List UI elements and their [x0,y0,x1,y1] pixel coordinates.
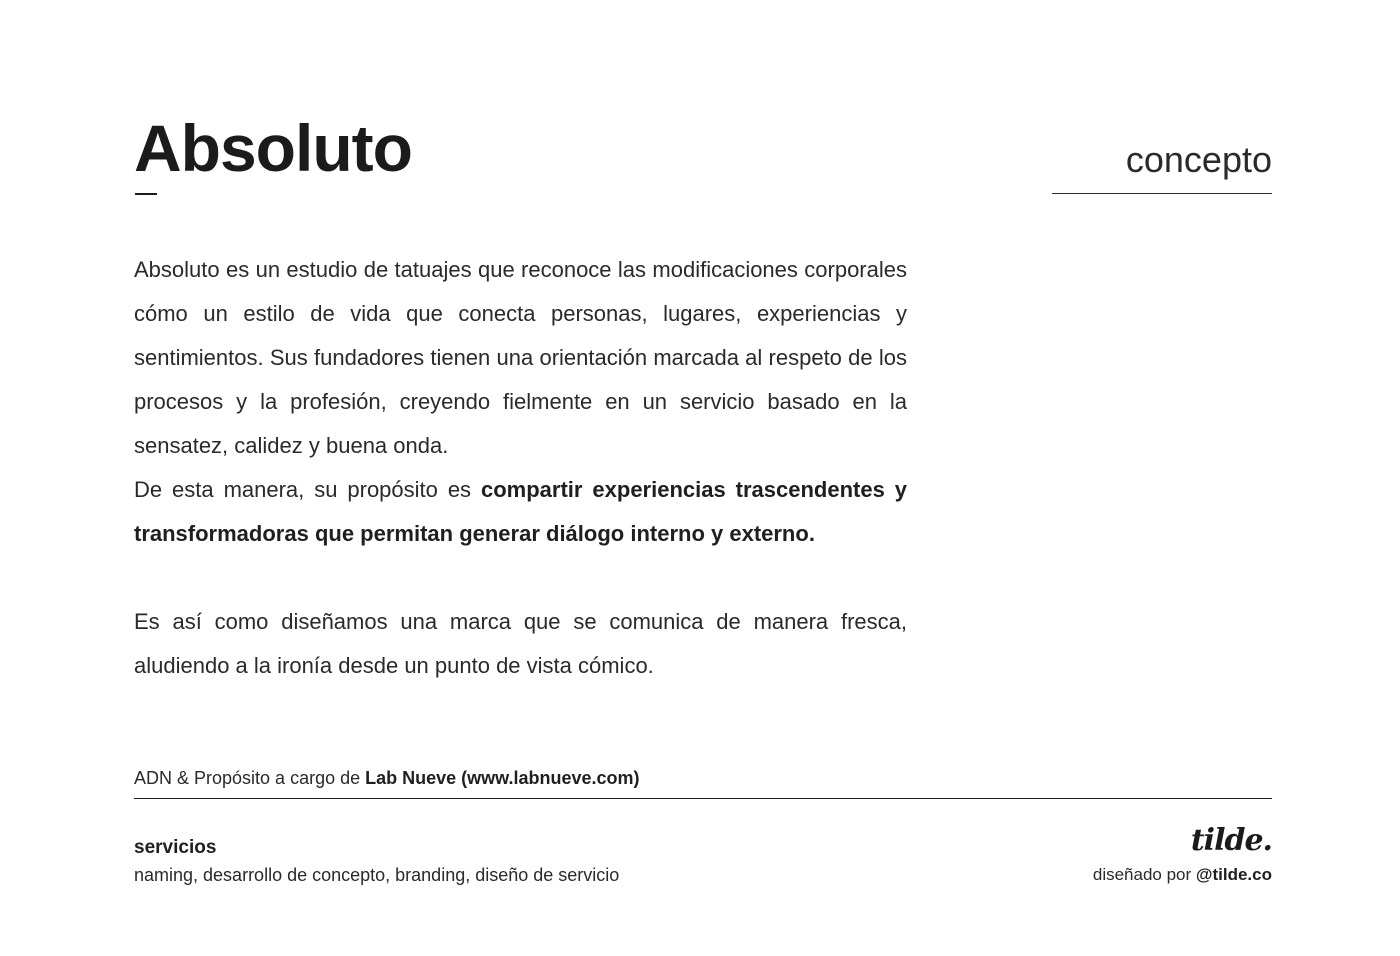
purpose-statement: compartir experiencias trascendentes y transformadoras que permitan generar diálogo interno y externo. [134,477,907,546]
credit-website: (www.labnueve.com) [456,768,640,788]
section-label-rule [1052,193,1272,194]
services-list: naming, desarrollo de concepto, branding, diseño de servicio [134,865,620,885]
designer-handle: @tilde.co [1195,865,1272,884]
title-underline-dash [135,193,157,195]
section-label: concepto [1125,139,1272,180]
page-title: Absoluto [134,111,412,185]
tilde-logo: tilde. [1190,823,1272,858]
credit-company: Lab Nueve [365,768,457,788]
concept-paragraph-3: Es así como diseñamos una marca que se comunica de manera fresca, aludiendo a la ironía desde un punto de vista cómico. [134,609,907,678]
credit-line [134,766,640,790]
purpose-intro: De esta manera, su propósito es [134,477,481,502]
concept-paragraph-1: Absoluto es un estudio de tatuajes que reconoce las modificaciones corporales cómo un estilo de vida que conecta personas, lugares, experiencias y sentimientos. Sus fundadores tienen una orientación marcada al respeto de los procesos y la profesión, creyendo fielmente en un servicio basado en la sensatez, calidez y buena onda. [134,257,907,458]
services-title: servicios [134,837,217,858]
credit-prefix: ADN & Propósito a cargo de [134,768,366,788]
concept-paragraph-2 [134,468,907,556]
designed-by-prefix: diseñado por [1092,865,1196,884]
designed-by [1093,863,1272,887]
footer-divider [134,798,1272,799]
concept-body [134,248,907,688]
